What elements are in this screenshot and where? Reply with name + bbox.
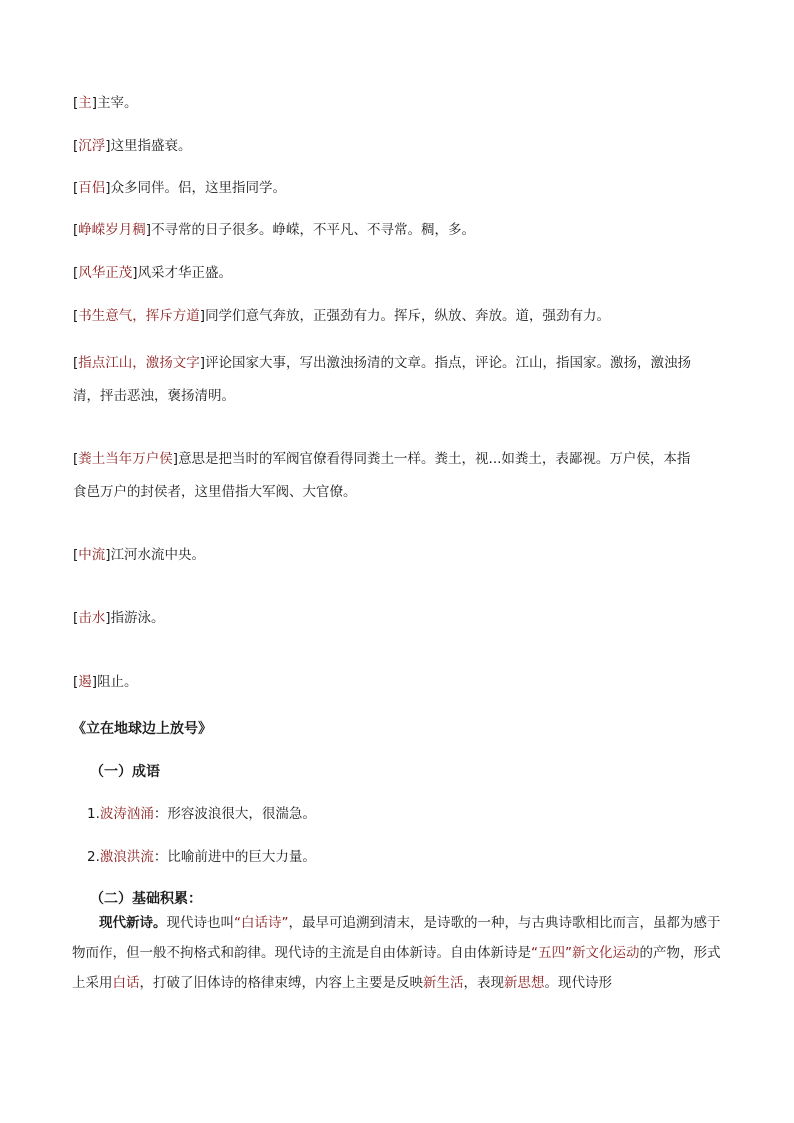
bracket-open: [	[73, 265, 79, 281]
note-term: 风华正茂	[78, 265, 133, 281]
note-text: 阻止。	[97, 674, 138, 690]
note-text: 风采才华正盛。	[137, 265, 233, 281]
bracket-open: [	[73, 355, 79, 371]
note-text: 同学们意气奔放，正强劲有力。挥斥，纵放、奔放。道，强劲有力。	[205, 308, 611, 324]
bracket-open: [	[73, 674, 79, 690]
bracket-open: [	[73, 138, 79, 154]
highlight-term: “白话诗”	[234, 915, 289, 931]
bracket-close: ]	[199, 355, 206, 371]
bracket-close: ]	[91, 674, 98, 690]
paragraph-text: ，打破了旧体诗的格律束缚，内容上主要是反映	[139, 975, 423, 991]
note-zhidian-cont	[73, 390, 235, 404]
bracket-close: ]	[172, 451, 179, 467]
note-zhidian	[73, 357, 691, 371]
bracket-close: ]	[105, 138, 111, 154]
bracket-close: ]	[199, 308, 206, 324]
note-fenghua	[73, 267, 232, 281]
note-zhu	[73, 97, 138, 111]
note-fentu	[73, 453, 690, 467]
idiom-number: 2.	[87, 849, 100, 865]
note-jishui	[73, 612, 165, 626]
highlight-term: “五四”新文化运动	[531, 945, 640, 961]
note-term: 指点江山，激扬文字	[78, 355, 200, 371]
subsection-basics: （二）基础积累：	[90, 891, 202, 907]
note-zhengrong	[73, 224, 475, 238]
note-term: 书生意气，挥斥方道	[78, 308, 200, 324]
note-text: 评论国家大事，写出激浊扬清的文章。指点，评论。江山，指国家。激扬，激浊扬	[205, 355, 692, 371]
idiom-item	[87, 851, 316, 865]
idiom-text: ：比喻前进中的巨大力量。	[153, 849, 316, 865]
note-term: 击水	[78, 610, 106, 626]
paragraph-text: 现代诗也叫	[166, 915, 234, 931]
bracket-close: ]	[105, 180, 111, 196]
paragraph-text: 。现代诗形	[544, 975, 612, 991]
note-term: 遏	[78, 674, 92, 690]
bracket-close: ]	[91, 95, 98, 111]
note-text: 指游泳。	[110, 610, 165, 626]
bracket-open: [	[73, 610, 79, 626]
paragraph-text: 的产物，形式上采用	[72, 945, 721, 991]
note-term: 峥嵘岁月稠	[78, 222, 146, 238]
note-term: 粪土当年万户侯	[78, 451, 173, 467]
note-text: 这里指盛衰。	[110, 138, 192, 154]
bracket-close: ]	[145, 222, 152, 238]
bracket-open: [	[73, 180, 79, 196]
bracket-open: [	[73, 222, 79, 238]
paragraph-lead: 现代新诗。	[99, 915, 167, 931]
idiom-term: 激浪洪流	[99, 849, 154, 865]
note-term: 主	[78, 95, 92, 111]
note-text: 众多同伴。侣，这里指同学。	[110, 180, 287, 196]
note-text: 不寻常的日子很多。峥嵘，不平凡、不寻常。稠，多。	[151, 222, 476, 238]
bracket-close: ]	[105, 610, 111, 626]
bracket-close: ]	[105, 547, 111, 563]
note-text: 主宰。	[97, 95, 138, 111]
bracket-open: [	[73, 451, 79, 467]
highlight-term: 白话	[112, 975, 140, 991]
section-title: 《立在地球边上放号》	[72, 721, 212, 737]
note-shusheng	[73, 310, 610, 324]
note-chenfu	[73, 140, 192, 154]
note-e	[73, 676, 138, 690]
note-text: 江河水流中央。	[110, 547, 206, 563]
subsection-idioms: （一）成语	[90, 764, 160, 780]
bracket-open: [	[73, 308, 79, 324]
note-text: 食邑万户的封侯者，这里借指大军阀、大官僚。	[73, 484, 357, 500]
note-term: 百侣	[78, 180, 106, 196]
idiom-number: 1.	[87, 806, 100, 822]
bracket-open: [	[73, 547, 79, 563]
note-bailv	[73, 182, 286, 196]
highlight-term: 新生活	[423, 975, 464, 991]
paragraph-text: ，最早可追溯到清末，是诗歌的一种，与古典诗歌相比而言，虽都为感于物而作，但一般不拘格式和韵律。现代诗的主流是自由体新诗。自由体新诗是	[72, 915, 721, 961]
note-term: 沉浮	[78, 138, 106, 154]
note-term: 中流	[78, 547, 106, 563]
bracket-close: ]	[132, 265, 138, 281]
idiom-item	[87, 808, 316, 822]
note-fentu-cont	[73, 486, 357, 500]
note-text: 意思是把当时的军阀官僚看得同粪土一样。粪土，视...如粪土，表鄙视。万户侯，本指	[178, 451, 691, 467]
note-text: 清，抨击恶浊，褒扬清明。	[73, 388, 235, 404]
bracket-open: [	[73, 95, 79, 111]
highlight-term: 新思想	[504, 975, 545, 991]
idiom-term: 波涛汹涌	[99, 806, 154, 822]
paragraph-text: ，表现	[463, 975, 504, 991]
note-zhongliu	[73, 549, 205, 563]
body-paragraph	[72, 908, 722, 998]
idiom-text: ：形容波浪很大，很湍急。	[153, 806, 316, 822]
